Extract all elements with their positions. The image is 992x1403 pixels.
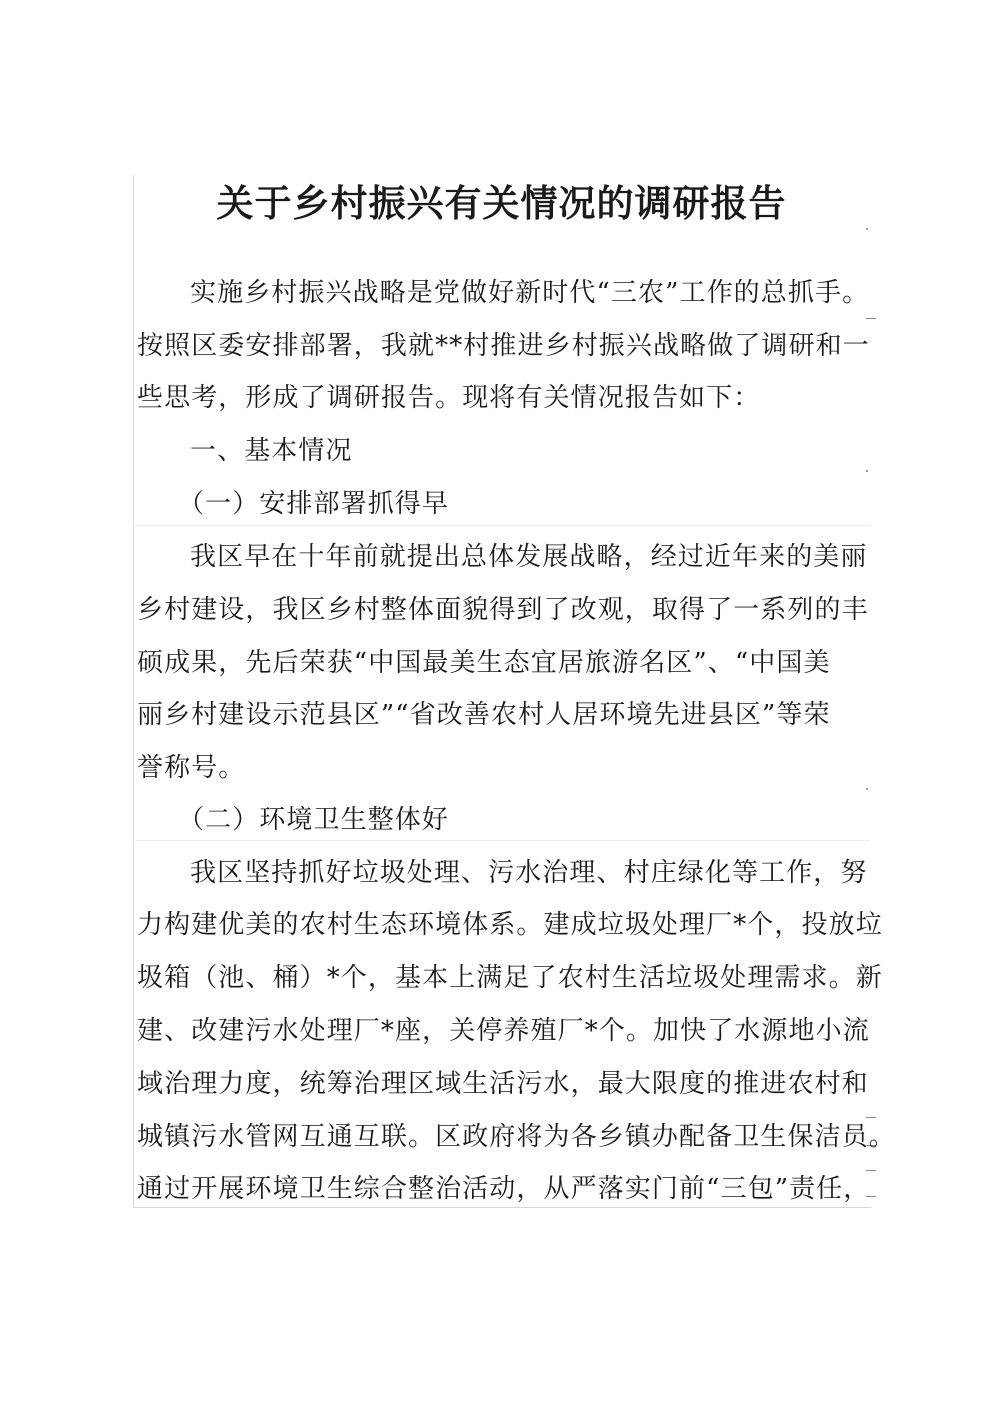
body-line: 域治理力度，统筹治理区域生活污水，最大限度的推进农村和 <box>137 1069 869 1099</box>
body-line: 圾箱（池、桶）*个，基本上满足了农村生活垃圾处理需求。新 <box>137 963 883 993</box>
paragraph-mark <box>866 1117 876 1118</box>
body-line: 我区早在十年前就提出总体发展战略，经过近年来的美丽 <box>190 542 868 572</box>
subsection-heading: （二）环境卫生整体好 <box>178 805 450 835</box>
margin-dot <box>866 788 868 790</box>
paragraph-rule <box>133 525 870 526</box>
paragraph-rule <box>133 840 870 841</box>
body-line: 力构建优美的农村生态环境体系。建成垃圾处理厂*个，投放垃 <box>137 910 883 940</box>
body-line: 建、改建污水处理厂*座，关停养殖厂*个。加快了水源地小流 <box>137 1016 870 1046</box>
body-line: 乡村建设，我区乡村整体面貌得到了改观，取得了一系列的丰 <box>137 595 869 625</box>
body-line: 城镇污水管网互通互联。区政府将为各乡镇办配备卫生保洁员。 <box>137 1122 896 1152</box>
document-title: 关于乡村振兴有关情况的调研报告 <box>216 182 787 225</box>
body-line: 些思考，形成了调研报告。现将有关情况报告如下： <box>137 383 761 413</box>
body-line: 硕成果，先后荣获“中国最美生态宜居旅游名区”、“中国美 <box>137 648 831 678</box>
paragraph-mark <box>866 318 876 319</box>
body-line: 丽乡村建设示范县区”“省改善农村人居环境先进县区”等荣 <box>137 700 831 730</box>
body-line: 实施乡村振兴战略是党做好新时代“三农”工作的总抓手。 <box>190 278 870 308</box>
body-line: 我区坚持抓好垃圾处理、污水治理、村庄绿化等工作，努 <box>190 858 868 888</box>
body-line: 通过开展环境卫生综合整治活动，从严落实门前“三包”责任， <box>137 1174 871 1204</box>
section-heading: 一、基本情况 <box>190 436 353 466</box>
body-line: 按照区委安排部署，我就**村推进乡村振兴战略做了调研和一 <box>137 331 870 361</box>
margin-dot <box>866 470 868 472</box>
subsection-heading: （一）安排部署抓得早 <box>178 489 450 519</box>
body-line: 誉称号。 <box>137 753 246 783</box>
